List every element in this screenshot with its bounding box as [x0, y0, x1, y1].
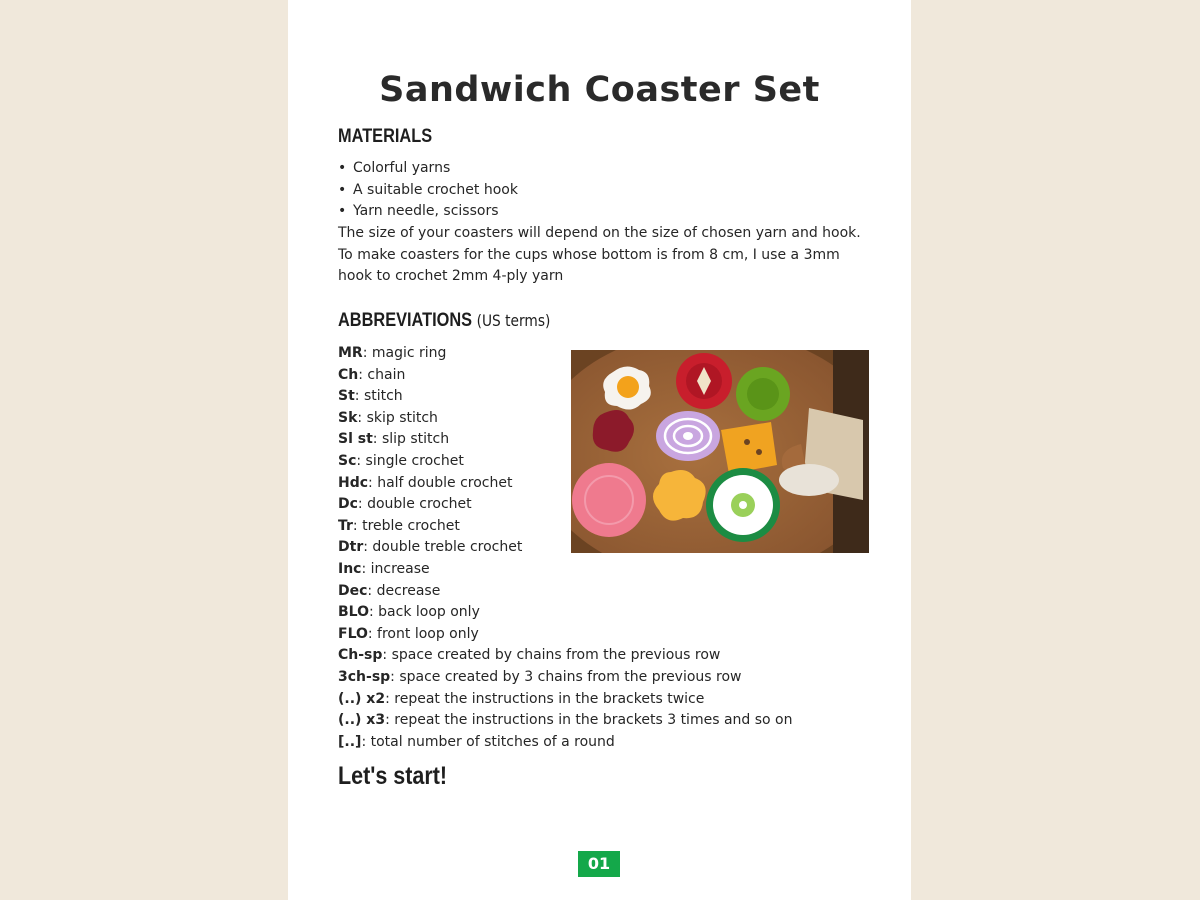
coasters-illustration: [571, 350, 869, 553]
list-item: FLO: front loop only: [338, 625, 479, 642]
list-item: Tr: treble crochet: [338, 517, 460, 534]
list-item: (..) x3: repeat the instructions in the brackets 3 times and so on: [338, 712, 793, 729]
list-item: Ch-sp: space created by chains from the previous row: [338, 647, 721, 664]
list-item: BLO: back loop only: [338, 604, 480, 621]
list-item: Sc: single crochet: [338, 452, 464, 469]
crochet-coasters-photo: [571, 350, 869, 553]
list-item: Sl st: slip stitch: [338, 431, 450, 448]
materials-heading: MATERIALS: [338, 126, 433, 147]
list-item: Dtr: double treble crochet: [338, 539, 523, 556]
list-item: • Yarn needle, scissors: [338, 201, 518, 223]
materials-list: [338, 158, 518, 223]
abbreviations-heading: ABBREVIATIONS (US terms): [338, 310, 551, 331]
list-item: Ch: chain: [338, 366, 406, 383]
page-number-badge: 01: [578, 851, 620, 877]
lets-start-heading: Let's start!: [338, 762, 448, 790]
document-page: [288, 0, 911, 900]
bullet: •: [338, 160, 347, 176]
list-item: (..) x2: repeat the instructions in the brackets twice: [338, 690, 705, 707]
list-item: Hdc: half double crochet: [338, 474, 513, 491]
list-item: Dec: decrease: [338, 582, 441, 599]
list-item: 3ch-sp: space created by 3 chains from the previous row: [338, 668, 742, 685]
materials-note: The size of your coasters will depend on the size of chosen yarn and hook.: [338, 225, 861, 241]
list-item: Dc: double crochet: [338, 496, 472, 513]
list-item: MR: magic ring: [338, 345, 447, 361]
list-item: Sk: skip stitch: [338, 409, 438, 426]
list-item: • A suitable crochet hook: [338, 180, 518, 202]
materials-note: To make coasters for the cups whose bottom is from 8 cm, I use a 3mm hook to crochet 2mm 4-ply yarn: [338, 246, 840, 285]
abbreviations-subheading: (US terms): [476, 311, 551, 330]
bullet: •: [338, 181, 347, 198]
list-item: [..]: total number of stitches of a round: [338, 733, 615, 750]
page-title: Sandwich Coaster Set: [379, 70, 820, 110]
list-item: Inc: increase: [338, 560, 430, 577]
list-item: • Colorful yarns: [338, 158, 518, 180]
list-item: St: stitch: [338, 388, 403, 405]
materials-notes: [338, 223, 878, 288]
bullet: •: [338, 203, 347, 220]
